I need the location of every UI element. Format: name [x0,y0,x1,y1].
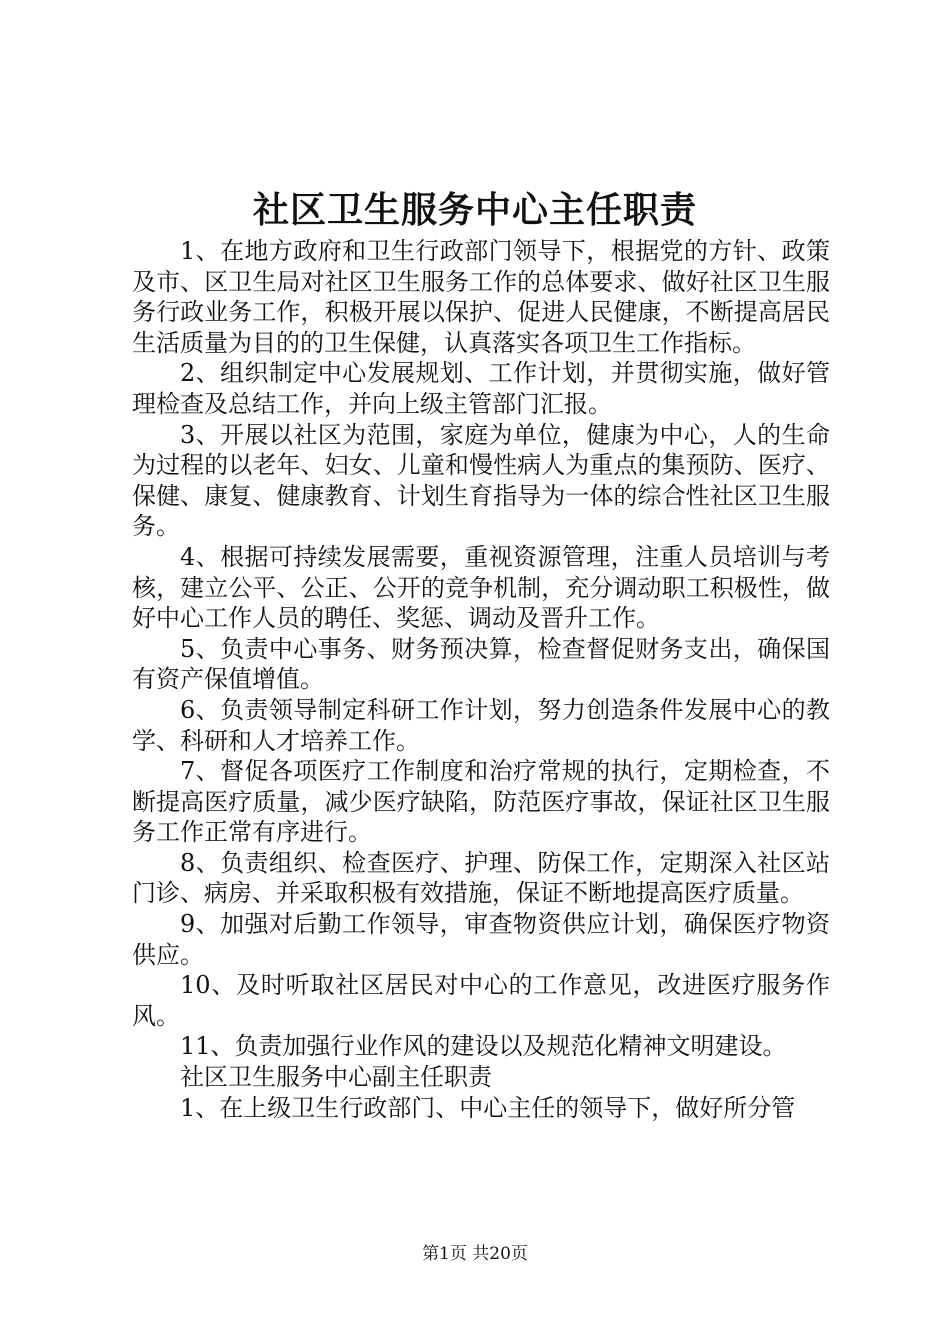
document-body [132,236,830,1123]
paragraph-1: 1、在地方政府和卫生行政部门领导下，根据党的方针、政策及市、区卫生局对社区卫生服务工作的总体要求、做好社区卫生服务行政业务工作，积极开展以保护、促进人民健康，不断提高居民生活质量为目的的卫生保健，认真落实各项卫生工作指标。 [132,237,830,357]
paragraph-10: 10、及时听取社区居民对中心的工作意见，改进医疗服务作风。 [132,971,830,1030]
paragraph-11: 11、负责加强行业作风的建设以及规范化精神文明建设。 [180,1032,787,1061]
paragraph-3: 3、开展以社区为范围，家庭为单位，健康为中心，人的生命为过程的以老年、妇女、儿童和慢性病人为重点的集预防、医疗、保健、康复、健康教育、计划生育指导为一体的综合性社区卫生服务。 [132,420,830,541]
paragraph-5: 5、负责中心事务、财务预决算，检查督促财务支出，确保国有资产保值增值。 [132,634,830,694]
paragraph-8: 8、负责组织、检查医疗、护理、防保工作，定期深入社区站门诊、病房、并采取积极有效措施，保证不断地提高医疗质量。 [132,848,830,908]
document-title: 社区卫生服务中心主任职责 [252,189,697,231]
section-heading-deputy-director: 社区卫生服务中心副主任职责 [180,1063,492,1092]
paragraph-7: 7、督促各项医疗工作制度和治疗常规的执行，定期检查，不断提高医疗质量，减少医疗缺陷，防范医疗事故，保证社区卫生服务工作正常有序进行。 [132,757,830,847]
paragraph-4: 4、根据可持续发展需要，重视资源管理，注重人员培训与考核，建立公平、公正、公开的竞争机制，充分调动职工积极性，做好中心工作人员的聘任、奖惩、调动及晋升工作。 [132,542,830,633]
paragraph-2: 2、组织制定中心发展规划、工作计划，并贯彻实施，做好管理检查及总结工作，并向上级主管部门汇报。 [132,359,830,418]
paragraph-deputy-1: 1、在上级卫生行政部门、中心主任的领导下，做好所分管 [180,1093,796,1122]
page-number-footer: 第1页 共20页 [422,1244,528,1264]
paragraph-9: 9、加强对后勤工作领导，审查物资供应计划，确保医疗物资供应。 [132,910,830,969]
paragraph-6: 6、负责领导制定科研工作计划，努力创造条件发展中心的教学、科研和人才培养工作。 [132,695,830,755]
